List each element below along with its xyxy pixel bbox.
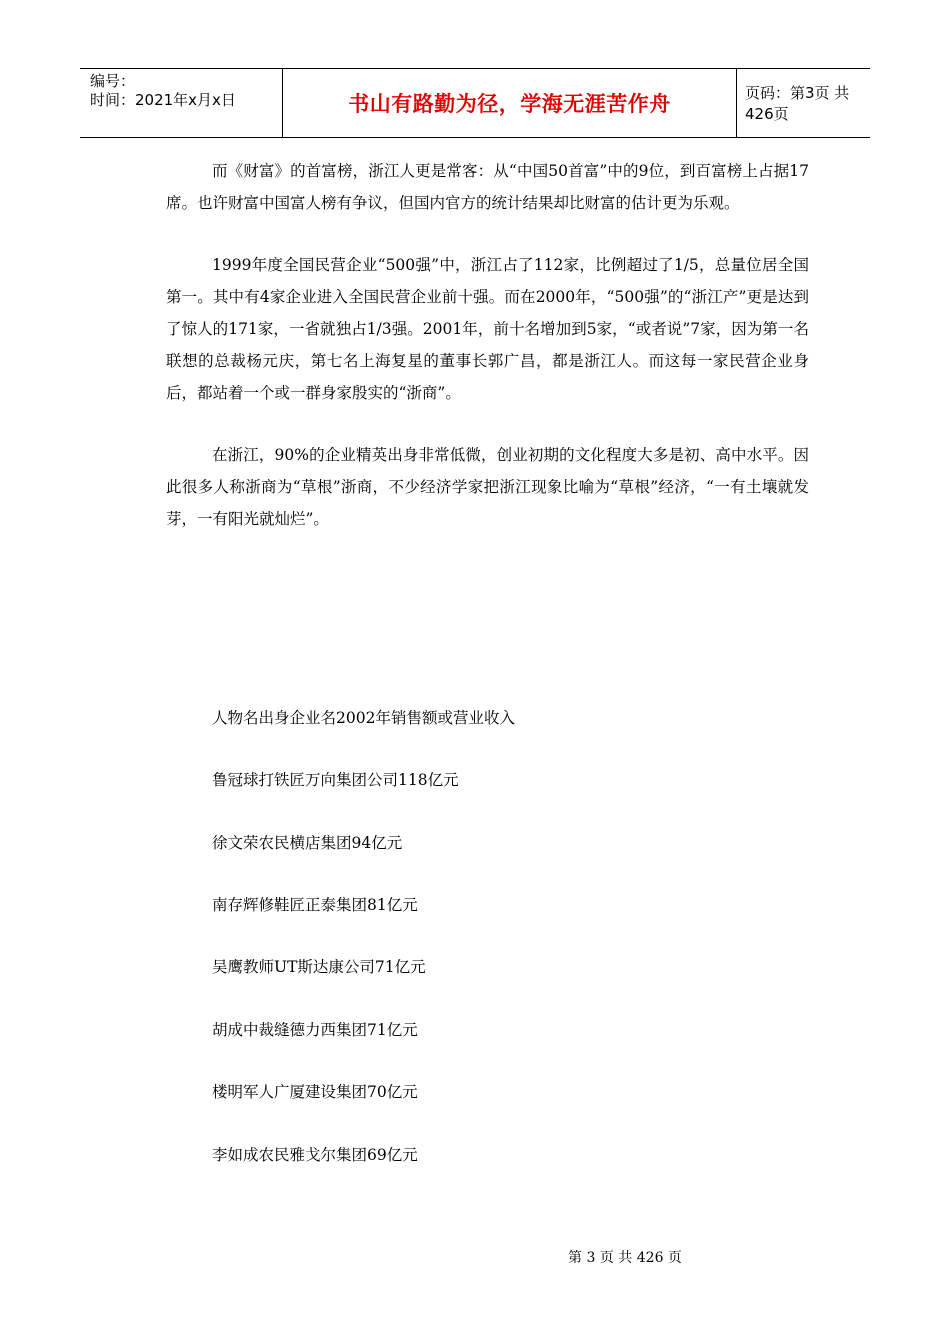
paragraph-1: 而《财富》的首富榜，浙江人更是常客：从“中国50首富”中的9位，到百富榜上占据17席。也许财富中国富人榜有争议，但国内官方的统计结果却比财富的估计更为乐观。 [166, 162, 809, 212]
list-item: 徐文荣农民横店集团94亿元 [212, 834, 403, 852]
footer-page-number: 第 3 页 共 426 页 [568, 1250, 682, 1266]
header-meta [80, 69, 282, 137]
paragraph-2: 1999年度全国民营企业“500强”中，浙江占了112家，比例超过了1/5，总量位居全国第一。其中有4家企业进入全国民营企业前十强。而在2000年，“500强”的“浙江产”更是达到了惊人的171家，一省就独占1/3强。2001年，前十名增加到5家，“或者说”7家，因为第一名联想的总裁杨元庆，第七名上海复星的董事长郭广昌，都是浙江人。而这每一家民营企业身后，都站着一个或一群身家殷实的“浙商”。 [166, 256, 809, 402]
list-item: 楼明军人广厦建设集团70亿元 [212, 1083, 418, 1101]
body-text [166, 155, 809, 565]
motto: 书山有路勤为径，学海无涯苦作舟 [348, 92, 671, 116]
date-label: 时间：2021年x月x日 [90, 91, 236, 109]
list-item: 李如成农民雅戈尔集团69亿元 [212, 1146, 418, 1164]
list-item: 南存辉修鞋匠正泰集团81亿元 [212, 896, 418, 914]
header-page-info: 页码：第3页 共426页 [745, 84, 850, 123]
list-header: 人物名出身企业名2002年销售额或营业收入 [212, 709, 515, 727]
list-item: 胡成中裁缝德力西集团71亿元 [212, 1021, 418, 1039]
list-item: 鲁冠球打铁匠万向集团公司118亿元 [212, 771, 459, 789]
page-footer [0, 1247, 950, 1267]
page-header [80, 68, 870, 138]
paragraph-3: 在浙江，90%的企业精英出身非常低微，创业初期的文化程度大多是初、高中水平。因此很多人称浙商为“草根”浙商，不少经济学家把浙江现象比喻为“草根”经济，“一有土壤就发芽，一有阳光就灿烂”。 [166, 446, 809, 528]
serial-label: 编号： [90, 72, 136, 90]
list-item: 吴鹰教师UT斯达康公司71亿元 [212, 958, 426, 976]
header-motto-cell [282, 69, 737, 137]
